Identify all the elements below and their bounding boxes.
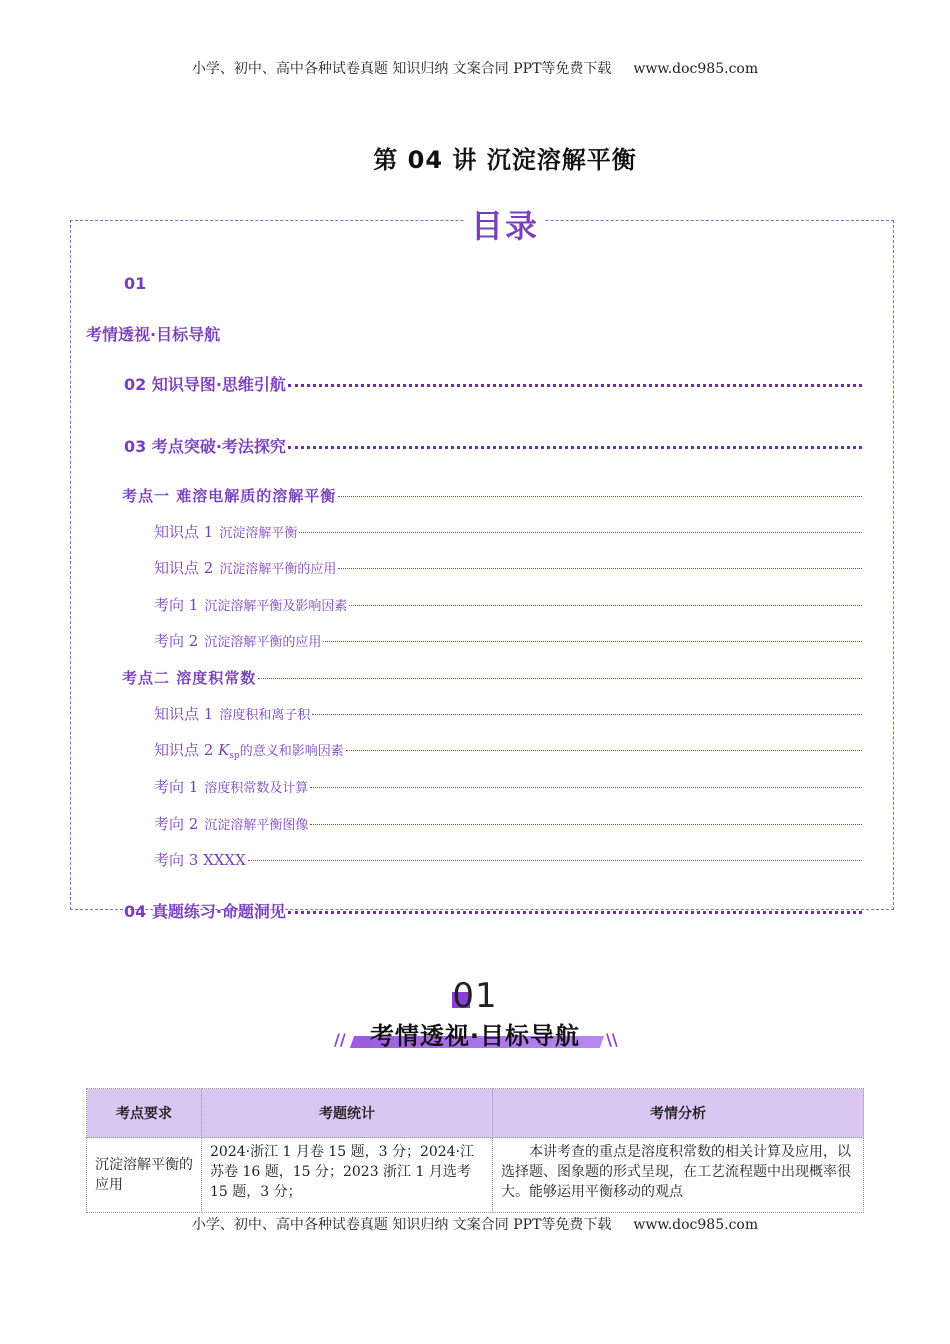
slash-right-icon: \\ <box>606 1030 618 1049</box>
exam-analysis-table <box>86 1088 864 1213</box>
section-title: 考情透视·目标导航 <box>369 1022 581 1050</box>
cell-statistics: 2024·浙江 1 月卷 15 题，3 分；2024·江苏卷 16 题，15 分；2023 浙江 1 月选考 15 题，3 分； <box>202 1138 493 1213</box>
section-number: 01 <box>452 976 498 1016</box>
table-header-row <box>87 1089 864 1138</box>
toc-kd1-item-3[interactable]: 考向 1 沉淀溶解平衡及影响因素 <box>154 594 862 615</box>
leader-dots <box>288 384 862 387</box>
th-analysis: 考情分析 <box>493 1089 864 1138</box>
toc-s02[interactable]: 02 知识导图·思维引航 <box>124 372 862 395</box>
toc-kd2-item-2[interactable]: 知识点 2 $K_{sp}$的意义和影响因素 <box>154 739 862 761</box>
slash-left-icon: // <box>334 1030 346 1049</box>
page-footer <box>0 1214 950 1234</box>
th-requirement: 考点要求 <box>87 1089 202 1138</box>
th-statistics: 考题统计 <box>202 1089 493 1138</box>
toc-kd1-item-2[interactable]: 知识点 2 沉淀溶解平衡的应用 <box>154 557 862 578</box>
toc-kd2[interactable]: 考点二 溶度积常数 <box>122 667 862 688</box>
page-header <box>0 58 950 78</box>
toc-s01-label[interactable]: 考情透视·目标导航 <box>86 325 221 344</box>
toc-s04[interactable]: 04 真题练习·命题洞见 <box>124 899 862 922</box>
header-text: 小学、初中、高中各种试卷真题 知识归纳 文案合同 PPT等免费下载 <box>191 61 612 77</box>
toc-kd2-item-4[interactable]: 考向 2 沉淀溶解平衡图像 <box>154 813 862 834</box>
footer-site[interactable]: www.doc985.com <box>633 1217 759 1233</box>
footer-text: 小学、初中、高中各种试卷真题 知识归纳 文案合同 PPT等免费下载 <box>191 1217 612 1233</box>
cell-analysis: 本讲考查的重点是溶度积常数的相关计算及应用，以选择题、图象题的形式呈现，在工艺流程题中出现概率很大。能够运用平衡移动的观点 <box>493 1138 864 1213</box>
table-row <box>87 1138 864 1213</box>
toc-kd1-item-1[interactable]: 知识点 1 沉淀溶解平衡 <box>154 521 862 542</box>
toc-kd1[interactable]: 考点一 难溶电解质的溶解平衡 <box>122 485 862 506</box>
leader-dots <box>258 678 862 679</box>
toc-kd1-item-4[interactable]: 考向 2 沉淀溶解平衡的应用 <box>154 630 862 651</box>
toc-kd2-item-1[interactable]: 知识点 1 溶度积和离子积 <box>154 703 862 724</box>
toc-kd2-item-3[interactable]: 考向 1 溶度积常数及计算 <box>154 776 862 797</box>
toc-heading: 目录 <box>0 201 950 247</box>
page-title: 第 04 讲 沉淀溶解平衡 <box>373 146 637 174</box>
toc-s01-num[interactable]: 01 <box>124 274 147 293</box>
header-site[interactable]: www.doc985.com <box>633 61 759 77</box>
cell-requirement: 沉淀溶解平衡的应用 <box>87 1138 202 1213</box>
leader-dots <box>288 911 862 914</box>
leader-dots <box>338 496 862 497</box>
toc-kd2-item-5[interactable]: 考向 3 XXXX <box>154 849 862 870</box>
leader-dots <box>288 446 862 449</box>
toc-s03[interactable]: 03 考点突破·考法探究 <box>124 434 862 457</box>
